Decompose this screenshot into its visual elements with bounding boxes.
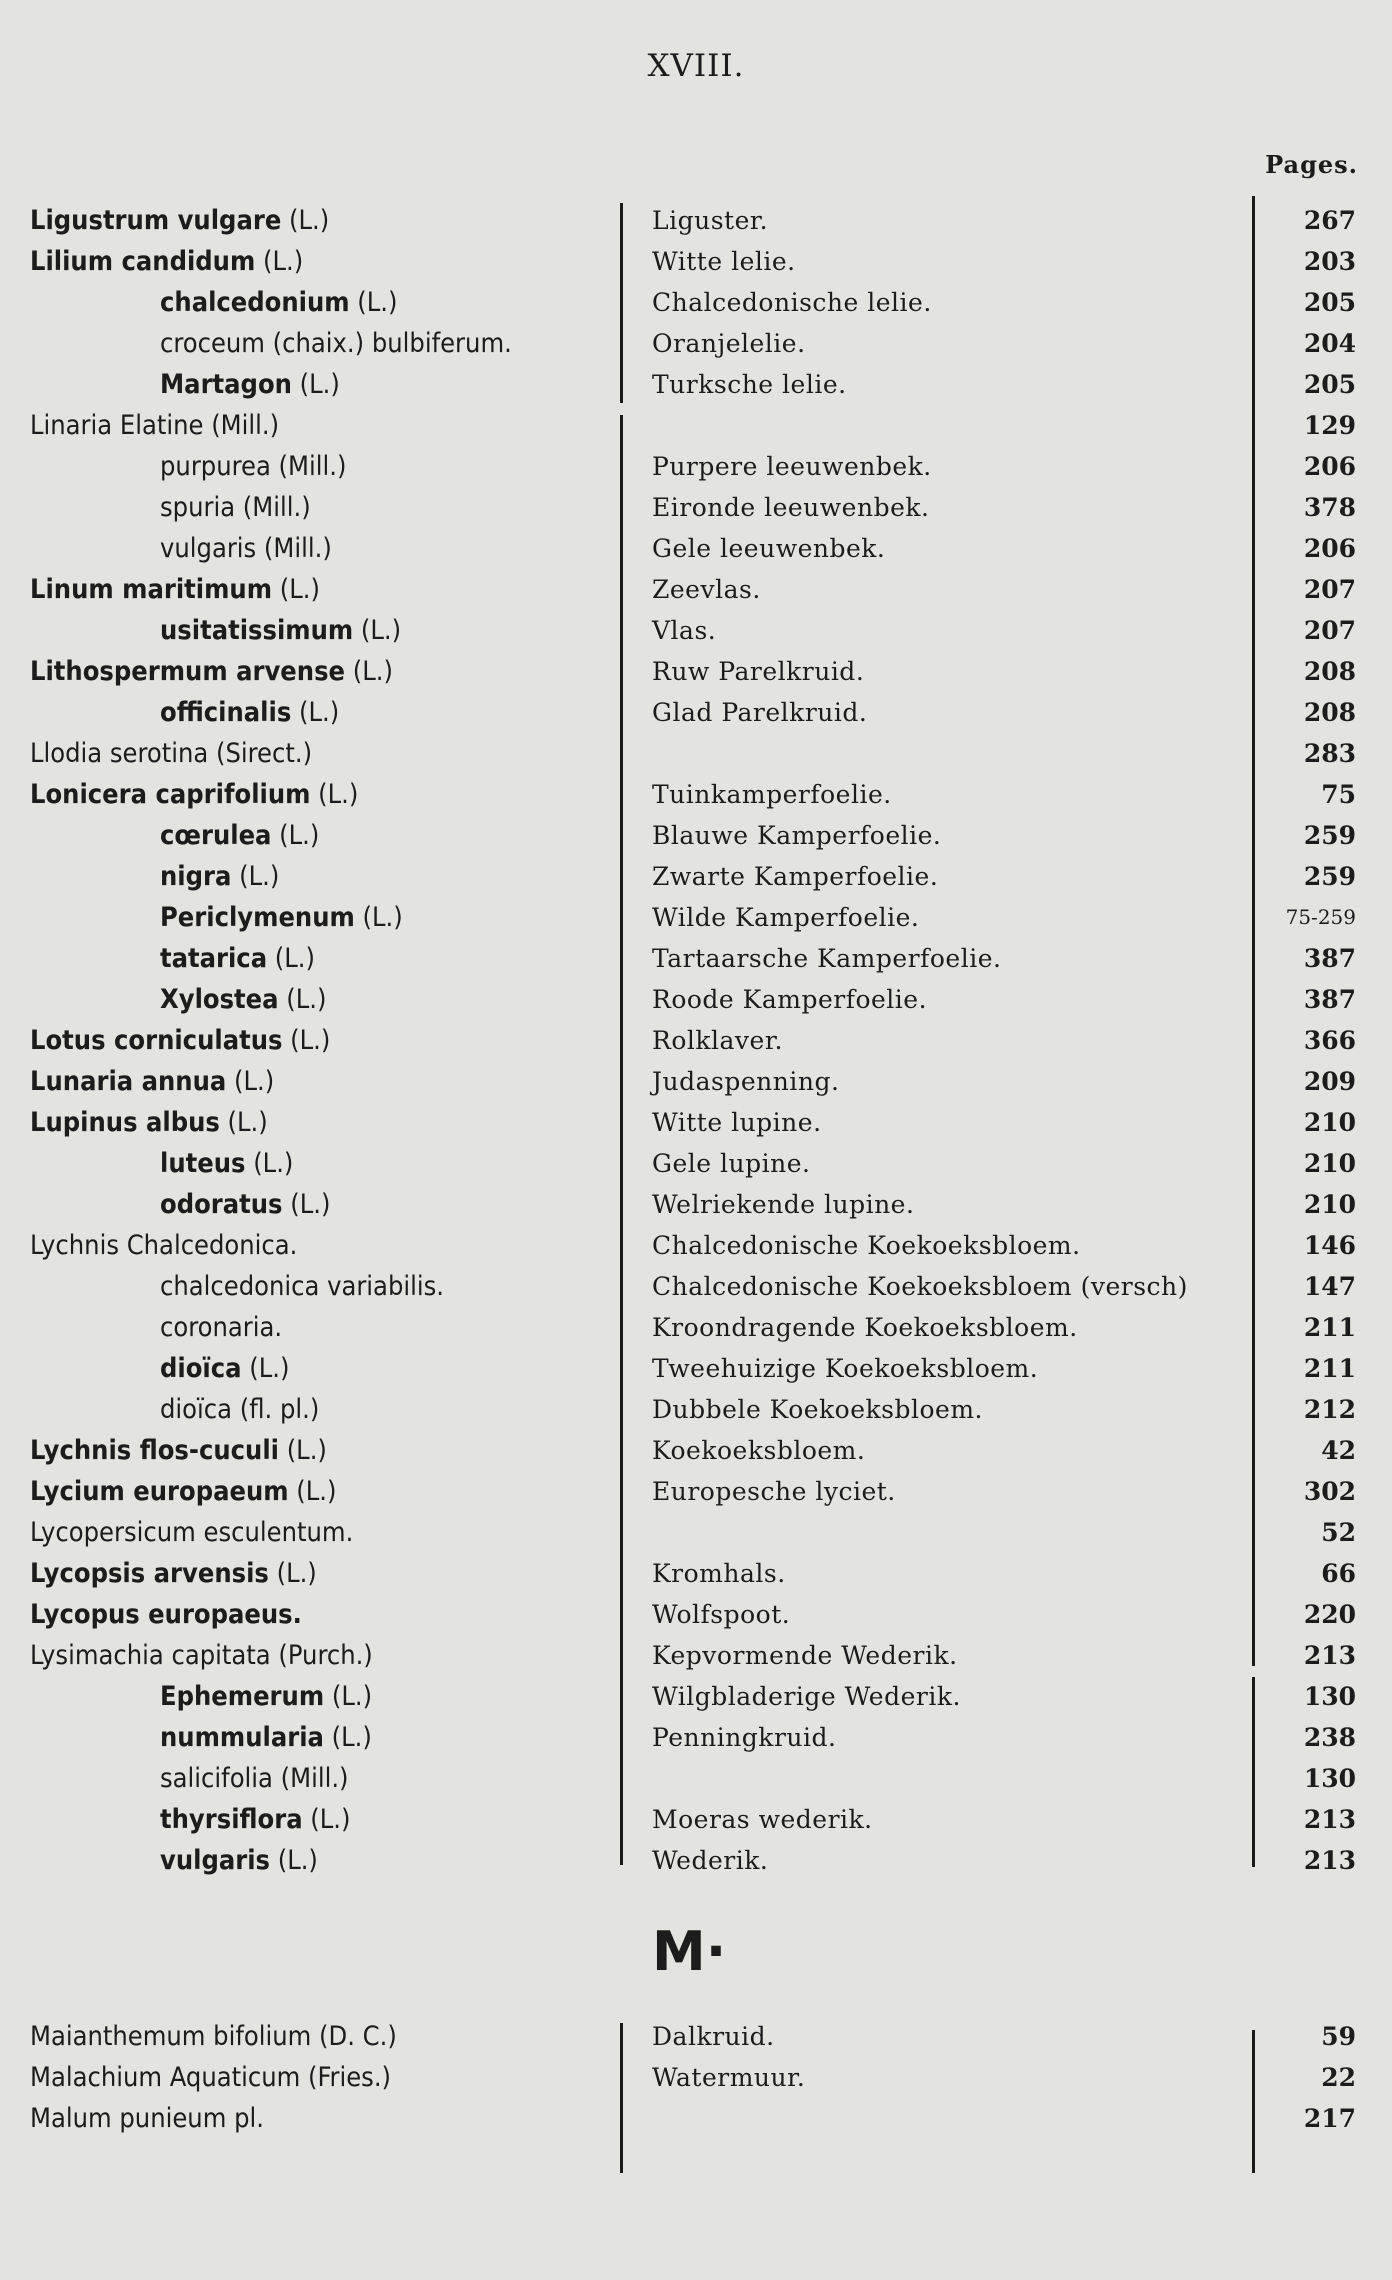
latin-name bbox=[160, 1717, 372, 1758]
latin-name-bold: Linum maritimum bbox=[30, 574, 273, 605]
page-reference: 283 bbox=[1303, 739, 1356, 768]
latin-name-rest: (L.) bbox=[302, 1804, 351, 1835]
section-letter-heading: M· bbox=[652, 1920, 727, 1983]
latin-name bbox=[160, 979, 326, 1020]
page-reference: 130 bbox=[1303, 1764, 1356, 1793]
latin-name-rest: dioïca (fl. pl.) bbox=[160, 1394, 320, 1425]
latin-name-rest: vulgaris (Mill.) bbox=[160, 533, 332, 564]
latin-name-rest: (L.) bbox=[353, 615, 402, 646]
latin-name-rest: Malum punieum pl. bbox=[30, 2103, 264, 2134]
index-section-m bbox=[0, 2016, 1392, 2139]
index-entry bbox=[0, 1389, 1392, 1430]
latin-name-bold: Lycopus europaeus. bbox=[30, 1599, 302, 1630]
latin-name bbox=[30, 651, 393, 692]
latin-name-rest: (L.) bbox=[291, 697, 340, 728]
latin-name bbox=[160, 1184, 330, 1225]
latin-name bbox=[160, 1799, 351, 1840]
index-entry bbox=[0, 1676, 1392, 1717]
latin-name bbox=[160, 610, 401, 651]
page-reference: 146 bbox=[1303, 1231, 1356, 1260]
latin-name-bold: chalcedonium bbox=[160, 287, 350, 318]
dutch-name: Rolklaver. bbox=[652, 1026, 783, 1055]
latin-name-bold: odoratus bbox=[160, 1189, 283, 1220]
index-entry bbox=[0, 1840, 1392, 1881]
column-rule bbox=[620, 203, 623, 403]
latin-name-rest: salicifolia (Mill.) bbox=[160, 1763, 349, 1794]
dutch-name: Chalcedonische Koekoeksbloem. bbox=[652, 1231, 1081, 1260]
dutch-name: Chalcedonische lelie. bbox=[652, 288, 932, 317]
index-entry bbox=[0, 1143, 1392, 1184]
dutch-name: Tuinkamperfoelie. bbox=[652, 780, 892, 809]
latin-name-rest: Lysimachia capitata (Purch.) bbox=[30, 1640, 373, 1671]
page-reference: 66 bbox=[1321, 1559, 1356, 1588]
latin-name bbox=[30, 1020, 330, 1061]
page-reference: 387 bbox=[1303, 985, 1356, 1014]
index-entry bbox=[0, 1266, 1392, 1307]
latin-name-rest: spuria (Mill.) bbox=[160, 492, 311, 523]
index-entry bbox=[0, 1717, 1392, 1758]
latin-name-rest: Lychnis Chalcedonica. bbox=[30, 1230, 298, 1261]
page-reference: 213 bbox=[1303, 1805, 1356, 1834]
latin-name bbox=[160, 323, 512, 364]
index-entry bbox=[0, 1307, 1392, 1348]
page-reference: 59 bbox=[1321, 2022, 1356, 2051]
latin-name bbox=[160, 856, 279, 897]
latin-name-rest: Linaria Elatine (Mill.) bbox=[30, 410, 280, 441]
latin-name bbox=[160, 1840, 318, 1881]
index-entry bbox=[0, 1430, 1392, 1471]
latin-name bbox=[160, 364, 340, 405]
latin-name bbox=[30, 2098, 264, 2139]
dutch-name: Glad Parelkruid. bbox=[652, 698, 868, 727]
index-entry bbox=[0, 897, 1392, 938]
index-entry bbox=[0, 569, 1392, 610]
latin-name-rest: (L.) bbox=[310, 779, 359, 810]
dutch-name: Kromhals. bbox=[652, 1559, 786, 1588]
dutch-name: Welriekende lupine. bbox=[652, 1190, 915, 1219]
dutch-name: Koekoeksbloem. bbox=[652, 1436, 866, 1465]
latin-name-rest: (L.) bbox=[288, 1476, 337, 1507]
dutch-name: Zeevlas. bbox=[652, 575, 761, 604]
index-entry bbox=[0, 979, 1392, 1020]
dutch-name: Roode Kamperfoelie. bbox=[652, 985, 928, 1014]
column-rule bbox=[1252, 2030, 1255, 2173]
latin-name-rest: (L.) bbox=[226, 1066, 275, 1097]
page-reference: 211 bbox=[1303, 1354, 1356, 1383]
latin-name-rest: (L.) bbox=[323, 1722, 372, 1753]
dutch-name: Purpere leeuwenbek. bbox=[652, 452, 932, 481]
latin-name-bold: Ligustrum vulgare bbox=[30, 205, 282, 236]
dutch-name: Penningkruid. bbox=[652, 1723, 837, 1752]
dutch-name: Witte lelie. bbox=[652, 247, 796, 276]
dutch-name: Wederik. bbox=[652, 1846, 769, 1875]
dutch-name: Eironde leeuwenbek. bbox=[652, 493, 930, 522]
index-entry bbox=[0, 282, 1392, 323]
latin-name-rest: Maianthemum bifolium (D. C.) bbox=[30, 2021, 397, 2052]
page-reference: 75-259 bbox=[1285, 905, 1356, 929]
page-reference: 220 bbox=[1303, 1600, 1356, 1629]
latin-name bbox=[30, 405, 279, 446]
latin-name-bold: Lycium europaeum bbox=[30, 1476, 289, 1507]
latin-name-bold: dioïca bbox=[160, 1353, 242, 1384]
index-entry bbox=[0, 1061, 1392, 1102]
page-reference: 208 bbox=[1303, 657, 1356, 686]
page-reference: 52 bbox=[1321, 1518, 1356, 1547]
latin-name-bold: vulgaris bbox=[160, 1845, 270, 1876]
latin-name bbox=[30, 569, 320, 610]
page-reference: 205 bbox=[1303, 370, 1356, 399]
latin-name-bold: Ephemerum bbox=[160, 1681, 325, 1712]
index-entry bbox=[0, 815, 1392, 856]
page-reference: 210 bbox=[1303, 1149, 1356, 1178]
latin-name bbox=[30, 774, 358, 815]
latin-name bbox=[160, 815, 319, 856]
latin-name-rest: (L.) bbox=[267, 943, 316, 974]
latin-name-rest: (L.) bbox=[281, 205, 330, 236]
latin-name-bold: tatarica bbox=[160, 943, 268, 974]
index-entry bbox=[0, 610, 1392, 651]
index-entry bbox=[0, 733, 1392, 774]
column-rule bbox=[620, 415, 623, 1865]
latin-name bbox=[30, 1553, 317, 1594]
latin-name-rest: (L.) bbox=[349, 287, 398, 318]
page-reference: 259 bbox=[1303, 862, 1356, 891]
latin-name-rest: Lycopersicum esculentum. bbox=[30, 1517, 354, 1548]
page-reference: 217 bbox=[1303, 2104, 1356, 2133]
page-reference: 378 bbox=[1303, 493, 1356, 522]
index-entry bbox=[0, 774, 1392, 815]
latin-name-rest: Malachium Aquaticum (Fries.) bbox=[30, 2062, 392, 2093]
latin-name bbox=[30, 1594, 302, 1635]
index-entry bbox=[0, 241, 1392, 282]
index-entry bbox=[0, 200, 1392, 241]
latin-name-bold: cœrulea bbox=[160, 820, 272, 851]
dutch-name: Zwarte Kamperfoelie. bbox=[652, 862, 939, 891]
index-entry bbox=[0, 1512, 1392, 1553]
page-reference: 302 bbox=[1303, 1477, 1356, 1506]
dutch-name: Blauwe Kamperfoelie. bbox=[652, 821, 942, 850]
dutch-name: Watermuur. bbox=[652, 2063, 806, 2092]
latin-name-bold: nigra bbox=[160, 861, 232, 892]
latin-name-rest: (L.) bbox=[345, 656, 393, 687]
latin-name-bold: nummularia bbox=[160, 1722, 324, 1753]
index-entry bbox=[0, 1758, 1392, 1799]
latin-name-bold: Lilium candidum bbox=[30, 246, 256, 277]
latin-name bbox=[30, 1102, 268, 1143]
latin-name bbox=[160, 938, 315, 979]
page-reference: 75 bbox=[1321, 780, 1356, 809]
latin-name-rest: (L.) bbox=[231, 861, 280, 892]
latin-name-rest: coronaria. bbox=[160, 1312, 283, 1343]
index-entry bbox=[0, 2016, 1392, 2057]
latin-name bbox=[160, 446, 346, 487]
latin-name-rest: (L.) bbox=[282, 1189, 331, 1220]
dutch-name: Chalcedonische Koekoeksbloem (versch) bbox=[652, 1272, 1188, 1301]
dutch-name: Kepvormende Wederik. bbox=[652, 1641, 958, 1670]
column-rule bbox=[620, 2023, 623, 2173]
index-entry bbox=[0, 528, 1392, 569]
latin-name bbox=[160, 1307, 282, 1348]
latin-name bbox=[160, 1143, 293, 1184]
page-reference: 212 bbox=[1303, 1395, 1356, 1424]
index-entry bbox=[0, 1348, 1392, 1389]
page-reference: 211 bbox=[1303, 1313, 1356, 1342]
dutch-name: Moeras wederik. bbox=[652, 1805, 873, 1834]
dutch-name: Dubbele Koekoeksbloem. bbox=[652, 1395, 984, 1424]
page-reference: 204 bbox=[1303, 329, 1356, 358]
dutch-name: Wolfspoot. bbox=[652, 1600, 791, 1629]
dutch-name: Gele leeuwenbek. bbox=[652, 534, 886, 563]
page-reference: 42 bbox=[1321, 1436, 1356, 1465]
latin-name-rest: (L.) bbox=[268, 1558, 317, 1589]
latin-name-rest: croceum (chaix.) bulbiferum. bbox=[160, 328, 512, 359]
page-reference: 205 bbox=[1303, 288, 1356, 317]
latin-name-bold: Periclymenum bbox=[160, 902, 355, 933]
latin-name bbox=[160, 692, 339, 733]
latin-name-rest: (L.) bbox=[291, 369, 340, 400]
latin-name-rest: (L.) bbox=[271, 820, 320, 851]
latin-name bbox=[30, 1430, 327, 1471]
latin-name bbox=[30, 733, 312, 774]
latin-name-rest: (L.) bbox=[278, 1435, 327, 1466]
dutch-name: Gele lupine. bbox=[652, 1149, 811, 1178]
index-entry bbox=[0, 364, 1392, 405]
latin-name-bold: Xylostea bbox=[160, 984, 279, 1015]
index-entry bbox=[0, 446, 1392, 487]
index-section-l bbox=[0, 200, 1392, 1881]
index-entry bbox=[0, 1102, 1392, 1143]
dutch-name: Kroondragende Koekoeksbloem. bbox=[652, 1313, 1078, 1342]
index-entry bbox=[0, 1635, 1392, 1676]
latin-name bbox=[30, 200, 329, 241]
latin-name bbox=[160, 528, 332, 569]
dutch-name: Tartaarsche Kamperfoelie. bbox=[652, 944, 1002, 973]
latin-name bbox=[30, 1512, 353, 1553]
latin-name-bold: usitatissimum bbox=[160, 615, 354, 646]
page-reference: 210 bbox=[1303, 1108, 1356, 1137]
dutch-name: Judaspenning. bbox=[652, 1067, 840, 1096]
latin-name-rest: (L.) bbox=[270, 1845, 318, 1876]
index-entry bbox=[0, 323, 1392, 364]
page-number: XVIII. bbox=[647, 48, 745, 84]
page-reference: 209 bbox=[1303, 1067, 1356, 1096]
dutch-name: Wilde Kamperfoelie. bbox=[652, 903, 920, 932]
latin-name-bold: Lychnis flos-cuculi bbox=[30, 1435, 279, 1466]
latin-name bbox=[30, 2057, 391, 2098]
latin-name bbox=[160, 282, 398, 323]
dutch-name: Oranjelelie. bbox=[652, 329, 806, 358]
column-rule bbox=[1252, 1677, 1255, 1867]
index-entry bbox=[0, 2057, 1392, 2098]
latin-name bbox=[160, 897, 403, 938]
latin-name-bold: Lotus corniculatus bbox=[30, 1025, 283, 1056]
page-reference: 129 bbox=[1303, 411, 1356, 440]
latin-name bbox=[30, 1061, 274, 1102]
latin-name bbox=[160, 1676, 372, 1717]
latin-name bbox=[160, 1348, 289, 1389]
page-reference: 147 bbox=[1303, 1272, 1356, 1301]
latin-name-rest: Llodia serotina (Sirect.) bbox=[30, 738, 313, 769]
page-reference: 206 bbox=[1303, 452, 1356, 481]
latin-name-rest: (L.) bbox=[324, 1681, 373, 1712]
index-entry bbox=[0, 405, 1392, 446]
index-entry bbox=[0, 1799, 1392, 1840]
page-reference: 213 bbox=[1303, 1846, 1356, 1875]
dutch-name: Turksche lelie. bbox=[652, 370, 847, 399]
index-entry bbox=[0, 1553, 1392, 1594]
latin-name-bold: Martagon bbox=[160, 369, 292, 400]
dutch-name: Wilgbladerige Wederik. bbox=[652, 1682, 961, 1711]
dutch-name: Tweehuizige Koekoeksbloem. bbox=[652, 1354, 1039, 1383]
index-entry bbox=[0, 856, 1392, 897]
latin-name-bold: thyrsiflora bbox=[160, 1804, 303, 1835]
latin-name bbox=[160, 1389, 319, 1430]
latin-name-rest: (L.) bbox=[241, 1353, 290, 1384]
page-reference: 210 bbox=[1303, 1190, 1356, 1219]
page-reference: 130 bbox=[1303, 1682, 1356, 1711]
page-reference: 267 bbox=[1303, 206, 1356, 235]
index-entry bbox=[0, 1184, 1392, 1225]
dutch-name: Liguster. bbox=[652, 206, 769, 235]
latin-name-rest: (L.) bbox=[272, 574, 320, 605]
index-entry bbox=[0, 938, 1392, 979]
index-entry bbox=[0, 692, 1392, 733]
page-reference: 203 bbox=[1303, 247, 1356, 276]
page-reference: 259 bbox=[1303, 821, 1356, 850]
latin-name-bold: luteus bbox=[160, 1148, 246, 1179]
index-entry bbox=[0, 1225, 1392, 1266]
dutch-name: Vlas. bbox=[652, 616, 717, 645]
page-reference: 207 bbox=[1303, 575, 1356, 604]
dutch-name: Dalkruid. bbox=[652, 2022, 775, 2051]
latin-name-rest: (L.) bbox=[278, 984, 327, 1015]
latin-name bbox=[30, 1225, 297, 1266]
dutch-name: Ruw Parelkruid. bbox=[652, 657, 865, 686]
latin-name-bold: officinalis bbox=[160, 697, 292, 728]
page-reference: 207 bbox=[1303, 616, 1356, 645]
page-reference: 387 bbox=[1303, 944, 1356, 973]
latin-name bbox=[30, 241, 303, 282]
index-entry bbox=[0, 651, 1392, 692]
pages-column-header: Pages. bbox=[1265, 150, 1358, 179]
index-entry bbox=[0, 1471, 1392, 1512]
page-reference: 213 bbox=[1303, 1641, 1356, 1670]
latin-name bbox=[160, 487, 311, 528]
column-rule bbox=[1252, 196, 1255, 1666]
latin-name-rest: (L.) bbox=[245, 1148, 294, 1179]
latin-name-rest: (L.) bbox=[255, 246, 304, 277]
dutch-name: Europesche lyciet. bbox=[652, 1477, 896, 1506]
page-reference: 366 bbox=[1303, 1026, 1356, 1055]
latin-name bbox=[30, 2016, 397, 2057]
latin-name-bold: Lunaria annua bbox=[30, 1066, 227, 1097]
latin-name-rest: (L.) bbox=[219, 1107, 268, 1138]
latin-name-rest: (L.) bbox=[282, 1025, 331, 1056]
latin-name bbox=[30, 1635, 373, 1676]
index-entry bbox=[0, 487, 1392, 528]
latin-name-rest: purpurea (Mill.) bbox=[160, 451, 347, 482]
latin-name bbox=[160, 1758, 349, 1799]
page-reference: 208 bbox=[1303, 698, 1356, 727]
latin-name-rest: chalcedonica variabilis. bbox=[160, 1271, 444, 1302]
page-reference: 22 bbox=[1321, 2063, 1356, 2092]
index-entry bbox=[0, 1594, 1392, 1635]
latin-name bbox=[30, 1471, 337, 1512]
latin-name bbox=[160, 1266, 444, 1307]
dutch-name: Witte lupine. bbox=[652, 1108, 822, 1137]
latin-name-bold: Lithospermum arvense bbox=[30, 656, 346, 687]
latin-name-rest: (L.) bbox=[354, 902, 403, 933]
latin-name-bold: Lycopsis arvensis bbox=[30, 1558, 269, 1589]
page-reference: 238 bbox=[1303, 1723, 1356, 1752]
index-entry bbox=[0, 2098, 1392, 2139]
page-reference: 206 bbox=[1303, 534, 1356, 563]
latin-name-bold: Lonicera caprifolium bbox=[30, 779, 311, 810]
index-entry bbox=[0, 1020, 1392, 1061]
latin-name-bold: Lupinus albus bbox=[30, 1107, 220, 1138]
